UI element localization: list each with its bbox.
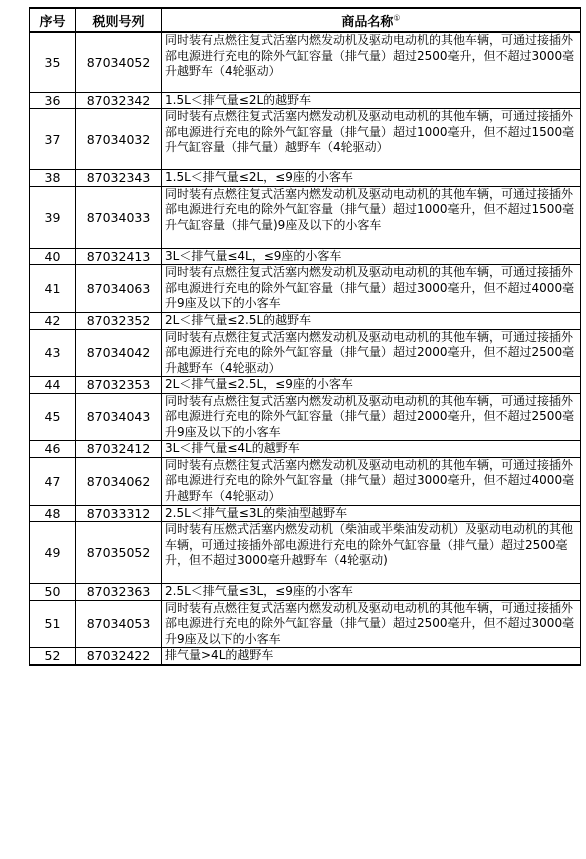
row-name: 2L＜排气量≤2.5L的越野车 — [162, 313, 581, 330]
row-name: 排气量>4L的越野车 — [162, 648, 581, 665]
row-name: 同时装有点燃往复式活塞内燃发动机及驱动电动机的其他车辆，可通过接插外部电源进行充电的除外气缸容量（排气量）超过3000毫升，但不超过4000毫升9座及以下的小客车 — [162, 265, 581, 313]
table-row — [30, 393, 581, 441]
row-code: 87034063 — [76, 265, 162, 313]
table-row — [30, 457, 581, 505]
row-code: 87032342 — [76, 92, 162, 109]
row-code: 87032363 — [76, 584, 162, 601]
row-code: 87034062 — [76, 457, 162, 505]
table-row — [30, 329, 581, 377]
row-name: 同时装有点燃往复式活塞内燃发动机及驱动电动机的其他车辆，可通过接插外部电源进行充电的除外气缸容量（排气量）超过2500毫升，但不超过3000毫升越野车（4轮驱动） — [162, 32, 581, 92]
row-code: 87032343 — [76, 170, 162, 187]
header-name-footnote: ① — [393, 13, 401, 23]
table-row — [30, 109, 581, 170]
table-row — [30, 600, 581, 648]
row-index: 42 — [30, 313, 76, 330]
row-name: 同时装有点燃往复式活塞内燃发动机及驱动电动机的其他车辆，可通过接插外部电源进行充电的除外气缸容量（排气量）超过2500毫升，但不超过3000毫升9座及以下的小客车 — [162, 600, 581, 648]
row-code: 87034042 — [76, 329, 162, 377]
row-code: 87035052 — [76, 522, 162, 584]
row-code: 87034033 — [76, 186, 162, 248]
table-row — [30, 92, 581, 109]
row-name: 2L＜排气量≤2.5L，≤9座的小客车 — [162, 377, 581, 394]
row-index: 48 — [30, 505, 76, 522]
header-name — [162, 8, 581, 32]
row-index: 46 — [30, 441, 76, 458]
header-name-label: 商品名称 — [341, 14, 394, 30]
table-row — [30, 248, 581, 265]
row-name: 1.5L＜排气量≤2L的越野车 — [162, 92, 581, 109]
row-index: 45 — [30, 393, 76, 441]
row-index: 41 — [30, 265, 76, 313]
row-name: 同时装有点燃往复式活塞内燃发动机及驱动电动机的其他车辆，可通过接插外部电源进行充电的除外气缸容量（排气量）超过2000毫升，但不超过2500毫升越野车（4轮驱动） — [162, 329, 581, 377]
row-name: 同时装有点燃往复式活塞内燃发动机及驱动电动机的其他车辆，可通过接插外部电源进行充电的除外气缸容量（排气量）超过3000毫升，但不超过4000毫升越野车（4轮驱动） — [162, 457, 581, 505]
row-name: 同时装有压燃式活塞内燃发动机（柴油或半柴油发动机）及驱动电动机的其他车辆，可通过接插外部电源进行充电的除外气缸容量（排气量）超过2500毫升，但不超过3000毫升越野车（4轮驱动) — [162, 522, 581, 584]
row-index: 40 — [30, 248, 76, 265]
row-code: 87032422 — [76, 648, 162, 665]
row-index: 49 — [30, 522, 76, 584]
row-name: 同时装有点燃往复式活塞内燃发动机及驱动电动机的其他车辆，可通过接插外部电源进行充电的除外气缸容量（排气量）超过1000毫升，但不超过1500毫升气缸容量（排气量)9座及以下的小客车 — [162, 186, 581, 248]
table-row — [30, 522, 581, 584]
row-code: 87032352 — [76, 313, 162, 330]
row-code: 87032353 — [76, 377, 162, 394]
row-index: 36 — [30, 92, 76, 109]
row-name: 3L＜排气量≤4L，≤9座的小客车 — [162, 248, 581, 265]
table-row — [30, 505, 581, 522]
row-index: 43 — [30, 329, 76, 377]
table-row — [30, 186, 581, 248]
row-code: 87032413 — [76, 248, 162, 265]
row-code: 87032412 — [76, 441, 162, 458]
row-code: 87034052 — [76, 32, 162, 92]
table-body — [30, 32, 581, 665]
row-code: 87034053 — [76, 600, 162, 648]
row-index: 44 — [30, 377, 76, 394]
table-row — [30, 170, 581, 187]
row-index: 51 — [30, 600, 76, 648]
row-name: 2.5L＜排气量≤3L的柴油型越野车 — [162, 505, 581, 522]
tariff-table — [29, 7, 581, 666]
table-row — [30, 648, 581, 665]
header-index: 序号 — [30, 8, 76, 32]
row-index: 50 — [30, 584, 76, 601]
table-row — [30, 313, 581, 330]
row-index: 38 — [30, 170, 76, 187]
row-name: 3L＜排气量≤4L的越野车 — [162, 441, 581, 458]
row-index: 47 — [30, 457, 76, 505]
row-name: 同时装有点燃往复式活塞内燃发动机及驱动电动机的其他车辆，可通过接插外部电源进行充电的除外气缸容量（排气量）超过2000毫升，但不超过2500毫升9座及以下的小客车 — [162, 393, 581, 441]
table-row — [30, 377, 581, 394]
row-code: 87034043 — [76, 393, 162, 441]
row-index: 39 — [30, 186, 76, 248]
table-header — [30, 8, 581, 32]
row-index: 52 — [30, 648, 76, 665]
row-index: 37 — [30, 109, 76, 170]
header-code: 税则号列 — [76, 8, 162, 32]
row-name: 1.5L＜排气量≤2L，≤9座的小客车 — [162, 170, 581, 187]
table-row — [30, 32, 581, 92]
row-name: 同时装有点燃往复式活塞内燃发动机及驱动电动机的其他车辆，可通过接插外部电源进行充电的除外气缸容量（排气量）超过1000毫升，但不超过1500毫升气缸容量（排气量）越野车（4轮驱动） — [162, 109, 581, 170]
table-row — [30, 584, 581, 601]
row-code: 87034032 — [76, 109, 162, 170]
table-row — [30, 265, 581, 313]
row-index: 35 — [30, 32, 76, 92]
row-name: 2.5L＜排气量≤3L，≤9座的小客车 — [162, 584, 581, 601]
row-code: 87033312 — [76, 505, 162, 522]
header-row — [30, 8, 581, 32]
table-row — [30, 441, 581, 458]
